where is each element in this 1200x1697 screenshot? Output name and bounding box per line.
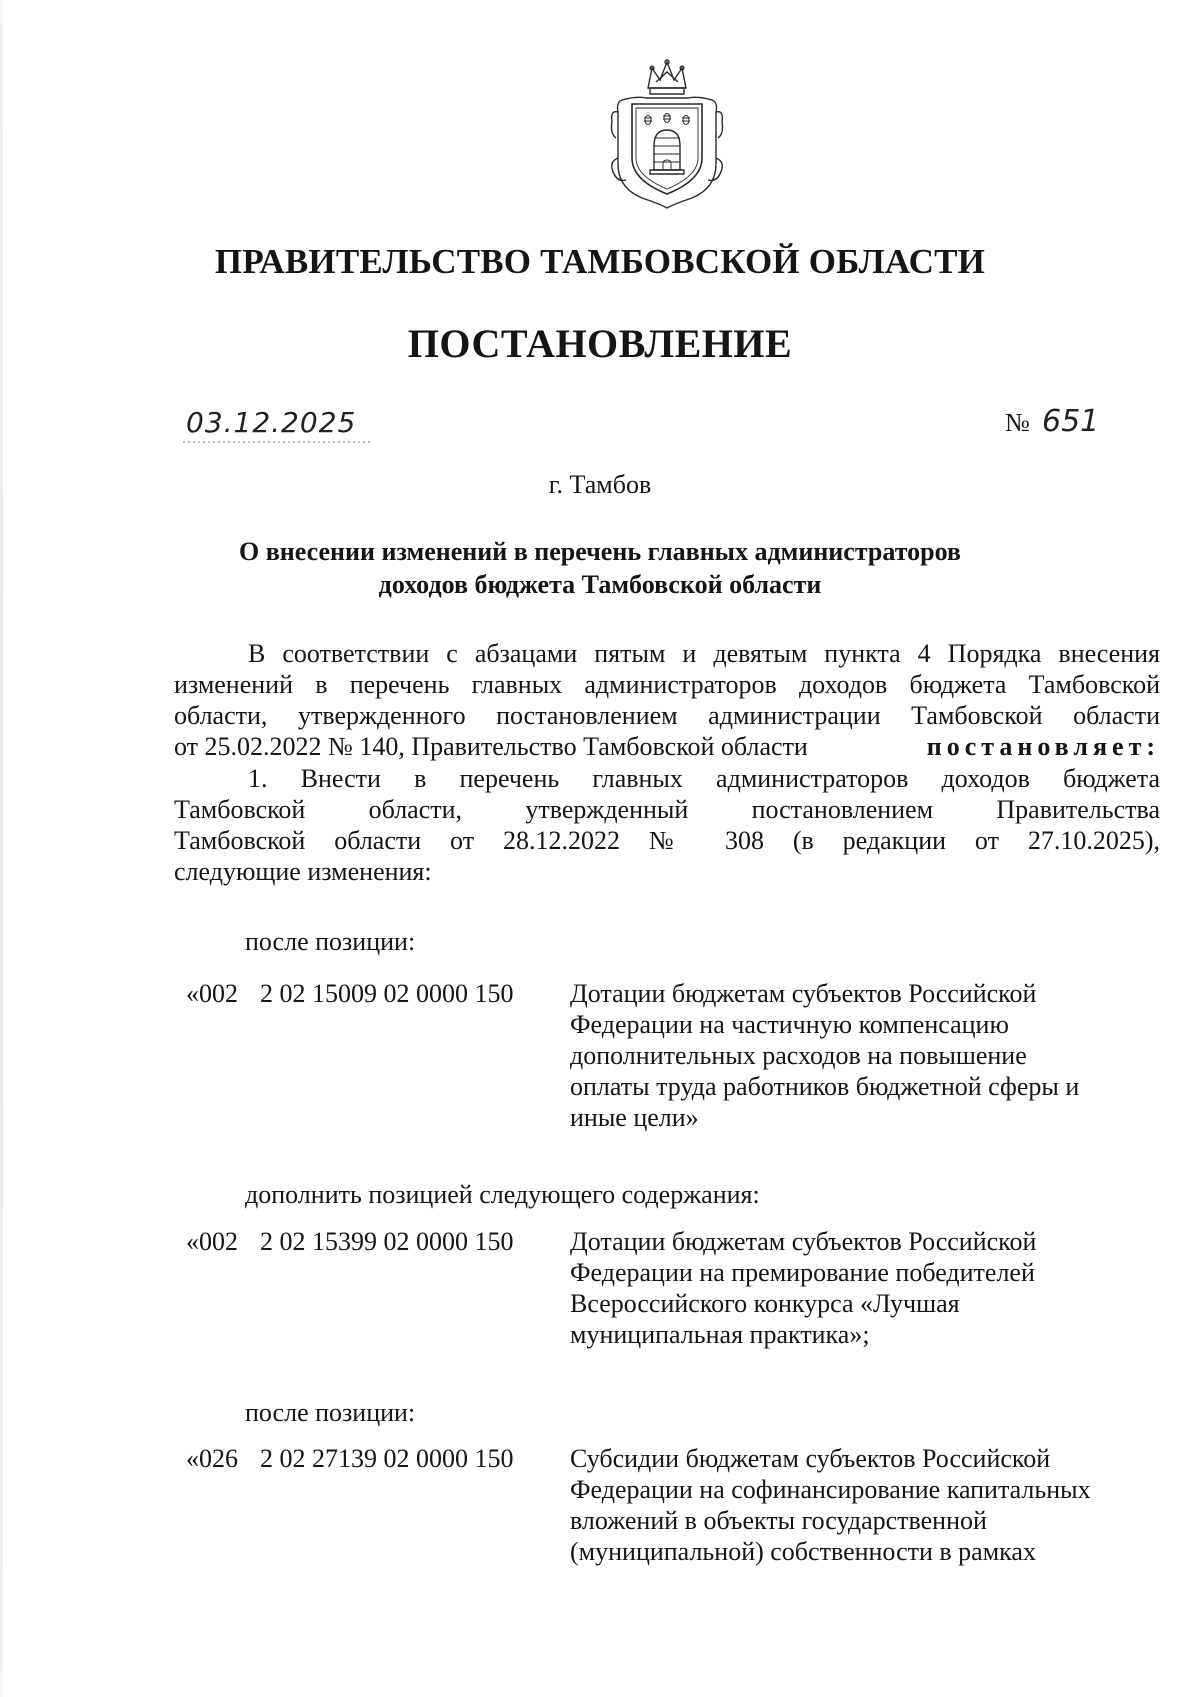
item-1-line-1: 1. Внести в перечень главных администраторов доходов бюджета xyxy=(248,764,1160,793)
entry-admin-code: «002 xyxy=(186,979,238,1008)
item-1-line-4: следующие изменения: xyxy=(174,857,432,886)
entry-description xyxy=(570,1443,1170,1567)
entry-admin-code: «002 xyxy=(186,1227,238,1256)
preamble-line-1: В соответствии с абзацами пятым и девятым пункта 4 Порядка внесения xyxy=(248,639,1160,668)
entry-description-line: оплаты труда работников бюджетной сферы и xyxy=(570,1072,1080,1101)
document-number: 651 xyxy=(1042,404,1100,439)
entry-description-line: (муниципальной) собственности в рамках xyxy=(570,1537,1036,1566)
item-1-line-2: Тамбовской области, утвержденный постановлением Правительства xyxy=(174,795,1160,824)
preamble-line-4-text: от 25.02.2022 № 140, Правительство Тамбовской области xyxy=(174,732,808,761)
document-subject xyxy=(0,535,1200,601)
entry-description-line: Федерации на премирование победителей xyxy=(570,1258,1035,1287)
city-line: г. Тамбов xyxy=(548,470,652,499)
entry-description-line: Федерации на частичную компенсацию xyxy=(570,1010,1009,1039)
entry-kbk-code: 2 02 15399 02 0000 150 xyxy=(260,1227,514,1256)
entry-description-line: муниципальная практика»; xyxy=(570,1320,870,1349)
subject-line-2: доходов бюджета Тамбовской области xyxy=(378,570,822,599)
preamble-line-4 xyxy=(174,731,1160,762)
item-1-line-3: Тамбовской области от 28.12.2022 № 308 (в редакции от 27.10.2025), xyxy=(174,826,1160,855)
entry-description xyxy=(570,1226,1170,1350)
item-1-paragraph xyxy=(174,763,1160,887)
coat-of-arms-emblem xyxy=(608,58,726,210)
entry-description-line: иные цели» xyxy=(570,1103,699,1132)
document-type-title: ПОСТАНОВЛЕНИЕ xyxy=(407,321,793,366)
preamble-line-3: области, утвержденного постановлением администрации Тамбовской области xyxy=(174,701,1160,730)
after-position-label-2: после позиции: xyxy=(245,1398,416,1427)
entry-description-line: Всероссийского конкурса «Лучшая xyxy=(570,1289,960,1318)
add-position-label: дополнить позицией следующего содержания: xyxy=(245,1180,760,1209)
entry-kbk-code: 2 02 15009 02 0000 150 xyxy=(260,979,514,1008)
organization-title: ПРАВИТЕЛЬСТВО ТАМБОВСКОЙ ОБЛАСТИ xyxy=(214,242,986,281)
entry-admin-code: «026 xyxy=(186,1444,238,1473)
after-position-label-1: после позиции: xyxy=(245,927,416,956)
entry-description-line: Дотации бюджетам субъектов Российской xyxy=(570,979,1037,1008)
document-date: 03.12.2025 xyxy=(186,406,357,439)
preamble-line-2: изменений в перечень главных администраторов доходов бюджета Тамбовской xyxy=(174,670,1160,699)
preamble-paragraph xyxy=(174,638,1160,762)
subject-line-1: О внесении изменений в перечень главных администраторов xyxy=(239,537,961,566)
entry-description-line: дополнительных расходов на повышение xyxy=(570,1041,1027,1070)
entry-description-line: Субсидии бюджетам субъектов Российской xyxy=(570,1444,1051,1473)
entry-description xyxy=(570,978,1170,1133)
decree-word: постановляет: xyxy=(926,732,1160,761)
document-number-label: № xyxy=(1005,408,1030,437)
entry-kbk-code: 2 02 27139 02 0000 150 xyxy=(260,1444,514,1473)
entry-description-line: вложений в объекты государственной xyxy=(570,1506,987,1535)
entry-description-line: Дотации бюджетам субъектов Российской xyxy=(570,1227,1037,1256)
entry-description-line: Федерации на софинансирование капитальных xyxy=(570,1475,1091,1504)
